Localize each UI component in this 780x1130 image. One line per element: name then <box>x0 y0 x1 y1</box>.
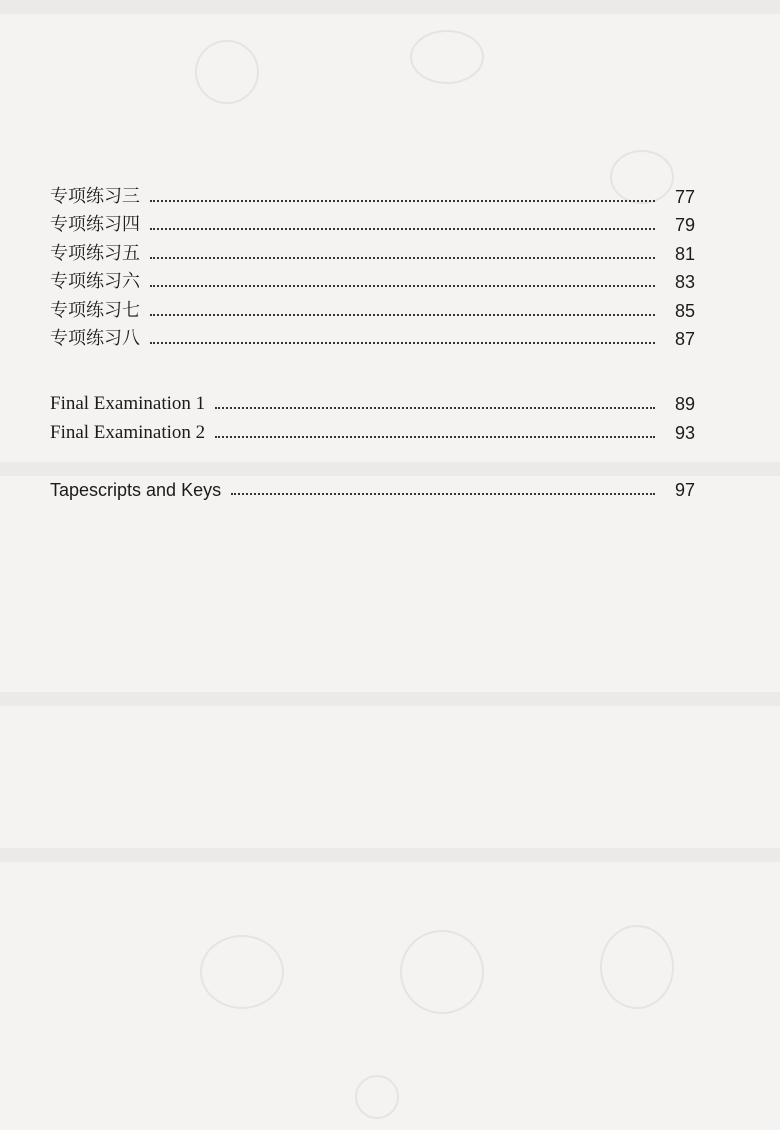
toc-entry-page: 79 <box>674 215 695 235</box>
toc-entry[interactable] <box>50 206 695 234</box>
show-through-figure <box>410 30 484 84</box>
dot-leader <box>215 407 655 409</box>
dot-leader <box>150 285 655 287</box>
toc-entry[interactable] <box>50 292 695 320</box>
show-through-band <box>0 0 780 14</box>
show-through-figure <box>400 930 484 1014</box>
toc-entry-page: 81 <box>674 244 695 264</box>
dot-leader <box>150 342 655 344</box>
toc-entry[interactable] <box>50 414 695 442</box>
toc-entry-page: 89 <box>674 394 695 414</box>
toc-entry-page: 87 <box>674 329 695 349</box>
toc-entry-title: 专项练习五 <box>50 243 140 264</box>
toc-entry-page: 83 <box>674 272 695 292</box>
dot-leader <box>150 257 655 259</box>
dot-leader <box>215 436 655 438</box>
toc-entry[interactable] <box>50 235 695 263</box>
toc-entry[interactable] <box>50 263 695 291</box>
toc-entry-title: 专项练习三 <box>50 186 140 207</box>
show-through-band <box>0 692 780 706</box>
dot-leader <box>150 200 655 202</box>
toc-entry[interactable] <box>50 385 695 413</box>
dot-leader <box>150 314 655 316</box>
toc-entry-page: 77 <box>674 187 695 207</box>
toc-entry-title: 专项练习四 <box>50 214 140 235</box>
show-through-figure <box>200 935 284 1009</box>
toc-entry-page: 93 <box>674 423 695 443</box>
toc-entry[interactable] <box>50 320 695 348</box>
toc-entry-title: Final Examination 2 <box>50 422 206 443</box>
toc-entry[interactable] <box>50 178 695 206</box>
dot-leader <box>231 493 655 495</box>
show-through-band <box>0 848 780 862</box>
show-through-figure <box>195 40 259 104</box>
toc-entry-page: 97 <box>674 480 695 500</box>
show-through-figure <box>355 1075 399 1119</box>
toc-entry-title: 专项练习六 <box>50 271 140 292</box>
toc-entry-title: Tapescripts and Keys <box>50 480 222 500</box>
toc-entry[interactable] <box>50 471 695 499</box>
toc-entry-page: 85 <box>674 301 695 321</box>
toc-entry-title: 专项练习七 <box>50 300 140 321</box>
dot-leader <box>150 228 655 230</box>
show-through-figure <box>600 925 674 1009</box>
toc-entry-title: 专项练习八 <box>50 328 140 349</box>
toc-entry-title: Final Examination 1 <box>50 393 206 414</box>
